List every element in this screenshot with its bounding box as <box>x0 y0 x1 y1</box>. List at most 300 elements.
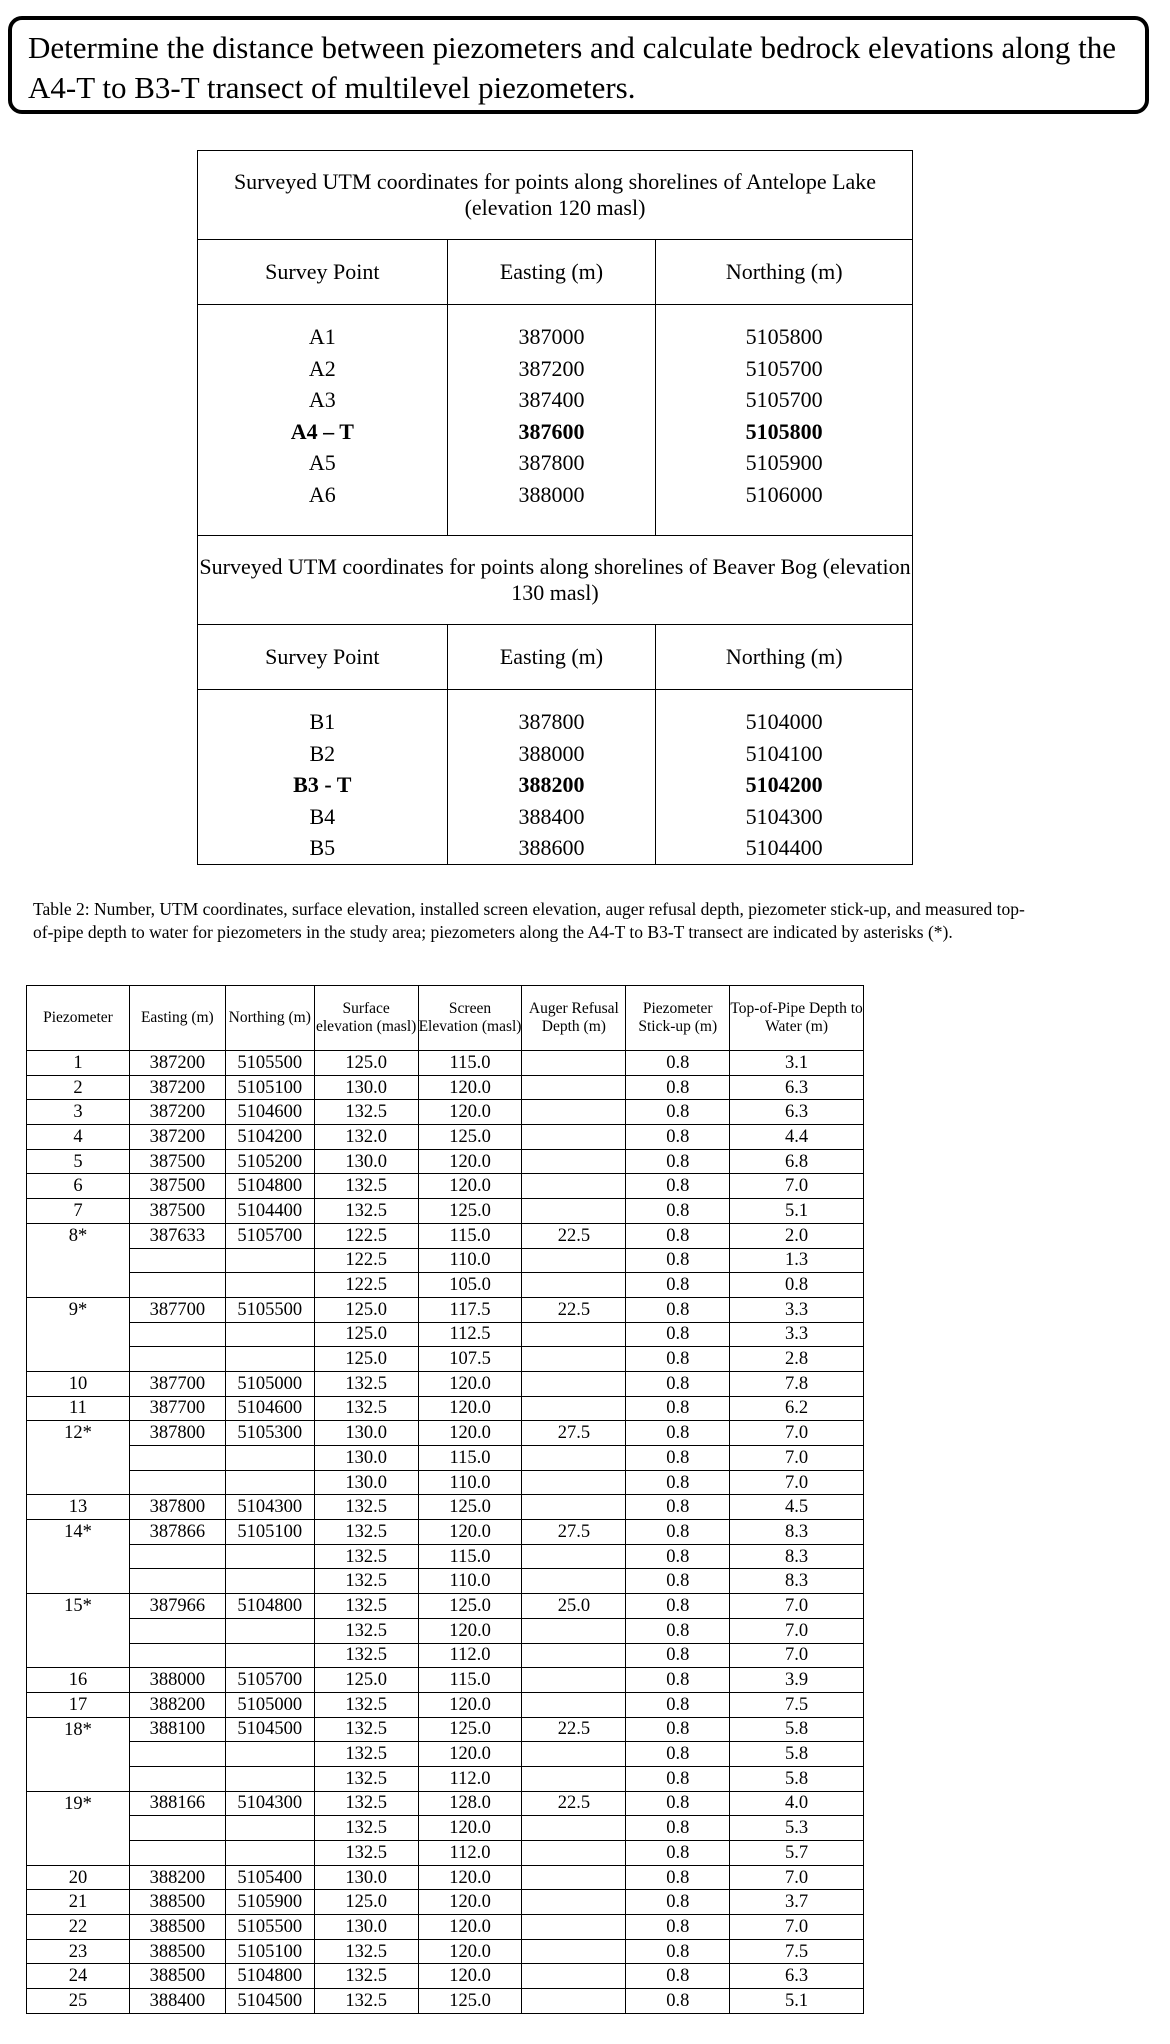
table-cell: 0.8 <box>626 1939 730 1964</box>
table-cell: 7.0 <box>730 1594 864 1619</box>
survey-cell: 5105800 <box>656 321 913 353</box>
survey-cell: 388400 <box>447 801 656 833</box>
table-cell: 128.0 <box>418 1791 522 1816</box>
table-row <box>27 1421 864 1446</box>
piezometer-table <box>26 985 864 2014</box>
table-cell: 0.8 <box>626 1075 730 1100</box>
table-cell <box>522 1470 626 1495</box>
table-cell: 9* <box>27 1297 130 1322</box>
table-cell: 0.8 <box>626 1594 730 1619</box>
table-cell <box>27 1544 130 1569</box>
table-cell: 115.0 <box>418 1668 522 1693</box>
table-cell: 387500 <box>129 1174 225 1199</box>
table-cell <box>225 1470 314 1495</box>
table-cell: 12* <box>27 1421 130 1446</box>
table-cell: 4.5 <box>730 1495 864 1520</box>
table-cell: 130.0 <box>314 1915 418 1940</box>
table-cell: 388500 <box>129 1939 225 1964</box>
table-cell <box>225 1347 314 1372</box>
survey-spacer-row <box>198 690 913 707</box>
survey-cell: 388000 <box>447 479 656 511</box>
table-row <box>27 1051 864 1076</box>
table-cell: 1.3 <box>730 1248 864 1273</box>
table-row <box>27 1100 864 1125</box>
table-cell: 387800 <box>129 1495 225 1520</box>
table-cell: 20 <box>27 1865 130 1890</box>
table-cell: 120.0 <box>418 1421 522 1446</box>
table-cell: 120.0 <box>418 1865 522 1890</box>
survey-cell: B3 - T <box>198 769 448 801</box>
table-row <box>27 1964 864 1989</box>
table-cell: 5104800 <box>225 1594 314 1619</box>
table-cell: 16 <box>27 1668 130 1693</box>
table-cell: 0.8 <box>626 1297 730 1322</box>
table-cell: 24 <box>27 1964 130 1989</box>
table-cell <box>522 1051 626 1076</box>
table-cell: 132.0 <box>314 1125 418 1150</box>
table-cell: 2 <box>27 1075 130 1100</box>
table-cell: 0.8 <box>626 1174 730 1199</box>
table-cell: 17 <box>27 1692 130 1717</box>
table-cell: 0.8 <box>626 1544 730 1569</box>
table-cell: 388200 <box>129 1692 225 1717</box>
table-cell: 5105000 <box>225 1371 314 1396</box>
table-cell: 125.0 <box>418 1125 522 1150</box>
table-cell <box>129 1618 225 1643</box>
table-cell: 388000 <box>129 1668 225 1693</box>
survey-cell: 5105700 <box>656 384 913 416</box>
table-cell <box>225 1618 314 1643</box>
table-cell: 7.0 <box>730 1421 864 1446</box>
table-cell: 132.5 <box>314 1816 418 1841</box>
table-cell: 5.8 <box>730 1717 864 1742</box>
table-cell: 4 <box>27 1125 130 1150</box>
table-cell <box>27 1643 130 1668</box>
table-row <box>27 1692 864 1717</box>
table-cell: 122.5 <box>314 1248 418 1273</box>
table-cell: 125.0 <box>314 1051 418 1076</box>
table-cell: 25 <box>27 1989 130 2014</box>
table-cell: 8.3 <box>730 1544 864 1569</box>
table-cell: 22.5 <box>522 1297 626 1322</box>
table-cell <box>129 1841 225 1866</box>
table-cell <box>522 1149 626 1174</box>
table-cell: 0.8 <box>626 1371 730 1396</box>
table-cell: 5104800 <box>225 1964 314 1989</box>
table-cell: 0.8 <box>626 1643 730 1668</box>
table-cell: 5105500 <box>225 1297 314 1322</box>
table-cell: 387866 <box>129 1520 225 1545</box>
survey-cell: 387600 <box>447 416 656 448</box>
table-cell: 132.5 <box>314 1989 418 2014</box>
table-cell: 0.8 <box>626 1248 730 1273</box>
survey-cell <box>198 690 448 707</box>
survey-coordinates-table <box>197 150 913 865</box>
table-cell: 3.7 <box>730 1890 864 1915</box>
table-cell: 0.8 <box>626 1618 730 1643</box>
table-cell: 7.0 <box>730 1470 864 1495</box>
table-cell <box>522 1668 626 1693</box>
table-cell: 125.0 <box>418 1717 522 1742</box>
table-cell <box>522 1174 626 1199</box>
table-cell <box>225 1643 314 1668</box>
table-cell: 7.0 <box>730 1446 864 1471</box>
table-cell: 23 <box>27 1939 130 1964</box>
table-cell: 120.0 <box>418 1939 522 1964</box>
table-cell: 4.4 <box>730 1125 864 1150</box>
table-row <box>27 1223 864 1248</box>
table-cell: 0.8 <box>626 1322 730 1347</box>
survey-cell: 5106000 <box>656 479 913 511</box>
table-cell: 130.0 <box>314 1421 418 1446</box>
northing-header: Northing (m) <box>656 625 913 690</box>
table-cell: 125.0 <box>314 1890 418 1915</box>
table-cell <box>522 1396 626 1421</box>
table-cell: 387800 <box>129 1421 225 1446</box>
table-cell: 0.8 <box>626 1816 730 1841</box>
table-row <box>27 1273 864 1298</box>
table-cell: 0.8 <box>626 1223 730 1248</box>
survey-cell: B4 <box>198 801 448 833</box>
table-row <box>27 1717 864 1742</box>
survey-section-title: Surveyed UTM coordinates for points along shorelines of Beaver Bog (elevation 130 masl) <box>198 536 913 625</box>
table-cell: 117.5 <box>418 1297 522 1322</box>
table-row <box>27 1594 864 1619</box>
survey-cell: 388200 <box>447 769 656 801</box>
table-cell: 387200 <box>129 1051 225 1076</box>
table-row <box>27 1668 864 1693</box>
table-cell <box>27 1766 130 1791</box>
survey-cell <box>656 510 913 536</box>
table-cell: 10 <box>27 1371 130 1396</box>
table-cell: 120.0 <box>418 1692 522 1717</box>
table-cell: 0.8 <box>730 1273 864 1298</box>
table-cell <box>129 1766 225 1791</box>
survey-cell: 5104100 <box>656 738 913 770</box>
table-cell: 0.8 <box>626 1470 730 1495</box>
table-cell <box>522 1495 626 1520</box>
table-cell: 132.5 <box>314 1766 418 1791</box>
table-cell <box>522 1890 626 1915</box>
table-row <box>27 1174 864 1199</box>
table-cell: 0.8 <box>626 1964 730 1989</box>
table-cell: 387200 <box>129 1125 225 1150</box>
table-cell: 132.5 <box>314 1964 418 1989</box>
survey-cell: A1 <box>198 321 448 353</box>
survey-cell <box>198 305 448 322</box>
table-cell <box>225 1742 314 1767</box>
table-cell <box>27 1618 130 1643</box>
table-cell: 0.8 <box>626 1199 730 1224</box>
table-cell: 132.5 <box>314 1939 418 1964</box>
table-cell <box>225 1322 314 1347</box>
table-cell <box>522 1915 626 1940</box>
survey-cell: 5104000 <box>656 706 913 738</box>
survey-cell: 387200 <box>447 353 656 385</box>
table2-caption: Table 2: Number, UTM coordinates, surface elevation, installed screen elevation, auger refusal depth, piezometer stick-up, and measured top-of-pipe depth to water for piezometers in the study area; piezometers along the A4-T to B3-T transect are indicated by asterisks (*). <box>33 899 1025 942</box>
table-cell <box>225 1816 314 1841</box>
table-cell <box>225 1569 314 1594</box>
table-cell: 8.3 <box>730 1569 864 1594</box>
table-cell: 120.0 <box>418 1174 522 1199</box>
survey-cell: 388600 <box>447 832 656 864</box>
table-cell: 15* <box>27 1594 130 1619</box>
easting-header: Easting (m) <box>447 240 656 305</box>
table-cell: 22.5 <box>522 1717 626 1742</box>
table-cell: 130.0 <box>314 1149 418 1174</box>
surface-elevation-header: Surface elevation (masl) <box>314 986 418 1051</box>
table-cell <box>522 1742 626 1767</box>
table-cell: 5104300 <box>225 1791 314 1816</box>
table-cell: 0.8 <box>626 1495 730 1520</box>
table-cell: 5.3 <box>730 1816 864 1841</box>
table-cell: 132.5 <box>314 1791 418 1816</box>
screen-elevation-header: Screen Elevation (masl) <box>418 986 522 1051</box>
survey-cell: 5104300 <box>656 801 913 833</box>
table-row <box>27 1989 864 2014</box>
table-cell: 132.5 <box>314 1199 418 1224</box>
table-cell <box>522 1199 626 1224</box>
survey-data-row <box>198 832 913 864</box>
auger-refusal-header: Auger Refusal Depth (m) <box>522 986 626 1051</box>
table-cell: 5105300 <box>225 1421 314 1446</box>
survey-title-row <box>198 536 913 625</box>
table-cell <box>27 1347 130 1372</box>
table-cell: 6.2 <box>730 1396 864 1421</box>
table-cell <box>129 1544 225 1569</box>
stick-up-header: Piezometer Stick-up (m) <box>626 986 730 1051</box>
table-cell <box>129 1248 225 1273</box>
table-cell: 7.0 <box>730 1865 864 1890</box>
survey-cell: 5105800 <box>656 416 913 448</box>
table-cell: 3.3 <box>730 1322 864 1347</box>
table-cell: 0.8 <box>626 1841 730 1866</box>
table-cell <box>522 1322 626 1347</box>
table-cell: 0.8 <box>626 1149 730 1174</box>
table-cell <box>225 1766 314 1791</box>
table-cell: 132.5 <box>314 1643 418 1668</box>
table-cell: 5.8 <box>730 1742 864 1767</box>
survey-data-row <box>198 801 913 833</box>
table-cell: 125.0 <box>418 1989 522 2014</box>
survey-cell <box>198 510 448 536</box>
survey-cell: 5104400 <box>656 832 913 864</box>
table-cell: 132.5 <box>314 1174 418 1199</box>
survey-section-title: Surveyed UTM coordinates for points along shorelines of Antelope Lake (elevation 120 masl) <box>198 151 913 240</box>
table-row <box>27 1322 864 1347</box>
table-cell: 130.0 <box>314 1865 418 1890</box>
table-cell: 22 <box>27 1915 130 1940</box>
table-cell: 5.1 <box>730 1199 864 1224</box>
survey-cell: A4 – T <box>198 416 448 448</box>
table-cell <box>522 1100 626 1125</box>
table-cell: 7.8 <box>730 1371 864 1396</box>
table-cell: 387700 <box>129 1396 225 1421</box>
table-row <box>27 1939 864 1964</box>
table-cell: 0.8 <box>626 1742 730 1767</box>
northing-header: Northing (m) <box>225 986 314 1051</box>
survey-data-row <box>198 384 913 416</box>
table-cell: 388100 <box>129 1717 225 1742</box>
table-cell: 388400 <box>129 1989 225 2014</box>
table-row <box>27 1248 864 1273</box>
table-cell: 125.0 <box>314 1297 418 1322</box>
table-row <box>27 1890 864 1915</box>
survey-header-row <box>198 240 913 305</box>
table-row <box>27 1075 864 1100</box>
table-row <box>27 1915 864 1940</box>
table-cell: 132.5 <box>314 1371 418 1396</box>
table-cell: 0.8 <box>626 1347 730 1372</box>
table-cell: 0.8 <box>626 1446 730 1471</box>
table-cell: 22.5 <box>522 1791 626 1816</box>
table-cell: 6.3 <box>730 1075 864 1100</box>
table-cell <box>522 1964 626 1989</box>
survey-cell: A2 <box>198 353 448 385</box>
table-cell: 5105500 <box>225 1915 314 1940</box>
table-cell: 125.0 <box>314 1347 418 1372</box>
survey-data-row <box>198 416 913 448</box>
survey-spacer-row <box>198 305 913 322</box>
table-cell: 387200 <box>129 1075 225 1100</box>
survey-cell: 388000 <box>447 738 656 770</box>
table-cell: 132.5 <box>314 1618 418 1643</box>
table-cell: 115.0 <box>418 1544 522 1569</box>
survey-cell <box>447 305 656 322</box>
table-row <box>27 1520 864 1545</box>
table-cell: 132.5 <box>314 1100 418 1125</box>
table-cell: 132.5 <box>314 1520 418 1545</box>
table-cell: 5104600 <box>225 1396 314 1421</box>
survey-cell: B5 <box>198 832 448 864</box>
table-cell <box>129 1742 225 1767</box>
table-row <box>27 1841 864 1866</box>
table-cell: 5104400 <box>225 1199 314 1224</box>
table-cell <box>27 1470 130 1495</box>
table-cell <box>522 1989 626 2014</box>
survey-cell <box>447 690 656 707</box>
table-cell: 125.0 <box>314 1322 418 1347</box>
table-cell <box>27 1273 130 1298</box>
table-cell <box>522 1816 626 1841</box>
table-row <box>27 1371 864 1396</box>
table-cell: 8* <box>27 1223 130 1248</box>
table-cell: 5.8 <box>730 1766 864 1791</box>
table-row <box>27 1125 864 1150</box>
table-row <box>27 1643 864 1668</box>
easting-header: Easting (m) <box>129 986 225 1051</box>
table-cell: 7.0 <box>730 1618 864 1643</box>
northing-header: Northing (m) <box>656 240 913 305</box>
table-cell: 130.0 <box>314 1075 418 1100</box>
table-cell: 387500 <box>129 1149 225 1174</box>
table-cell: 0.8 <box>626 1569 730 1594</box>
table-cell: 4.0 <box>730 1791 864 1816</box>
table-cell: 120.0 <box>418 1915 522 1940</box>
table-cell: 0.8 <box>626 1273 730 1298</box>
table-cell: 0.8 <box>626 1766 730 1791</box>
table-cell: 105.0 <box>418 1273 522 1298</box>
table-cell: 27.5 <box>522 1520 626 1545</box>
table-cell: 120.0 <box>418 1520 522 1545</box>
table-cell: 115.0 <box>418 1051 522 1076</box>
table-cell <box>522 1273 626 1298</box>
table-cell: 0.8 <box>626 1791 730 1816</box>
survey-cell <box>447 510 656 536</box>
table-cell: 125.0 <box>418 1594 522 1619</box>
survey-cell: 5104200 <box>656 769 913 801</box>
table-cell <box>522 1692 626 1717</box>
table-cell <box>522 1569 626 1594</box>
survey-data-row <box>198 447 913 479</box>
table-cell: 13 <box>27 1495 130 1520</box>
survey-cell: A5 <box>198 447 448 479</box>
table-cell: 5105700 <box>225 1668 314 1693</box>
table-cell <box>522 1939 626 1964</box>
survey-cell <box>656 305 913 322</box>
table-cell: 7.0 <box>730 1643 864 1668</box>
table-cell <box>27 1841 130 1866</box>
table-row <box>27 1544 864 1569</box>
table-cell: 5105500 <box>225 1051 314 1076</box>
survey-data-row <box>198 738 913 770</box>
survey-cell: B1 <box>198 706 448 738</box>
table-cell <box>522 1544 626 1569</box>
table-row <box>27 1297 864 1322</box>
table-cell: 3.9 <box>730 1668 864 1693</box>
piezometer-header: Piezometer <box>27 986 130 1051</box>
table-cell: 388166 <box>129 1791 225 1816</box>
table-cell <box>27 1446 130 1471</box>
table-cell <box>27 1569 130 1594</box>
table-cell <box>129 1470 225 1495</box>
table-cell: 22.5 <box>522 1223 626 1248</box>
table-cell: 5105100 <box>225 1520 314 1545</box>
table-cell <box>129 1273 225 1298</box>
table-cell: 0.8 <box>626 1692 730 1717</box>
table-cell: 387500 <box>129 1199 225 1224</box>
table-cell: 6.3 <box>730 1100 864 1125</box>
table-cell: 0.8 <box>626 1396 730 1421</box>
table-cell: 0.8 <box>626 1915 730 1940</box>
table-cell: 0.8 <box>626 1989 730 2014</box>
table-cell: 110.0 <box>418 1248 522 1273</box>
table-cell: 5104200 <box>225 1125 314 1150</box>
table-cell: 2.8 <box>730 1347 864 1372</box>
survey-title-row <box>198 151 913 240</box>
survey-cell: B2 <box>198 738 448 770</box>
table-cell: 6 <box>27 1174 130 1199</box>
table-cell <box>129 1322 225 1347</box>
table-cell: 18* <box>27 1717 130 1742</box>
table-cell <box>129 1347 225 1372</box>
table-cell: 125.0 <box>418 1199 522 1224</box>
survey-data-row <box>198 321 913 353</box>
table-cell: 7.0 <box>730 1174 864 1199</box>
table-cell: 122.5 <box>314 1273 418 1298</box>
table-cell: 388500 <box>129 1890 225 1915</box>
table-cell: 132.5 <box>314 1396 418 1421</box>
survey-data-row <box>198 769 913 801</box>
table-cell: 27.5 <box>522 1421 626 1446</box>
table-cell: 132.5 <box>314 1742 418 1767</box>
survey-cell: 387400 <box>447 384 656 416</box>
table-cell: 0.8 <box>626 1717 730 1742</box>
table-cell <box>522 1766 626 1791</box>
table-cell: 5104800 <box>225 1174 314 1199</box>
table-cell: 3 <box>27 1100 130 1125</box>
table-cell: 0.8 <box>626 1520 730 1545</box>
